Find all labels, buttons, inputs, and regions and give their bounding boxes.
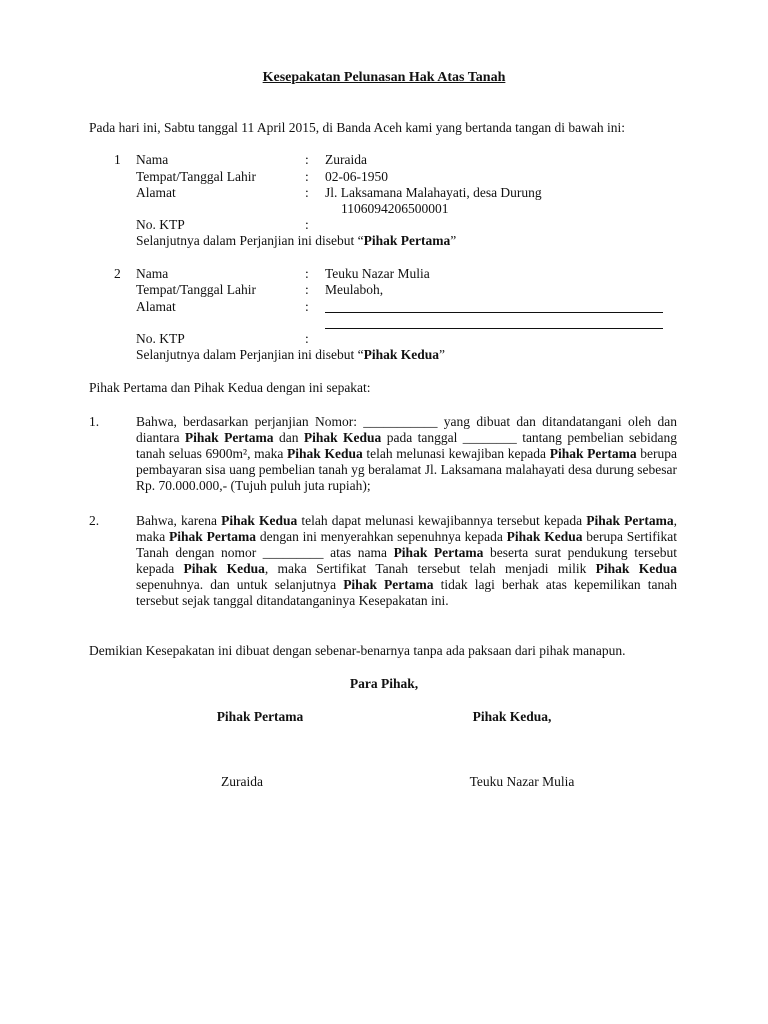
party1-nama-label: Nama bbox=[136, 152, 169, 167]
party1-nama-value: Zuraida bbox=[325, 152, 367, 167]
clause1-number: 1. bbox=[89, 414, 100, 429]
intro-text: Pada hari ini, Sabtu tanggal 11 April 2015, di Banda Aceh kami yang bertanda tangan di bawah ini: bbox=[89, 120, 625, 135]
party2-alamat-blank-line-2 bbox=[325, 328, 663, 329]
party2-ttl-value: Meulaboh, bbox=[325, 282, 384, 297]
sign-second-party-title: Pihak Kedua, bbox=[472, 709, 552, 724]
party1-ttl-colon: : bbox=[305, 169, 309, 184]
clause1-text: Bahwa, berdasarkan perjanjian Nomor: ___________ yang dibuat dan ditandatangani oleh dan diantara Pihak Pertama dan Pihak Kedua pada tanggal ________ tantang pembelian sebidang tanah seluas 6900m², maka Pihak Kedua telah melunasi kewajiban kepada Pihak Pertama berupa pembayaran sisa uang pembelian tanah yg beralamat Jl. Laksamana malahayati desa durung sebesar Rp. 70.000.000,- (Tujuh puluh juta rupiah); bbox=[136, 414, 677, 493]
sign-first-party-title: Pihak Pertama bbox=[216, 709, 304, 724]
party1-number: 1 bbox=[114, 152, 121, 167]
party2-alamat-blank-line-1 bbox=[325, 312, 663, 313]
agreement-intro: Pihak Pertama dan Pihak Kedua dengan ini sepakat: bbox=[89, 380, 371, 395]
sign-first-party-name: Zuraida bbox=[221, 774, 263, 789]
para-pihak-heading: Para Pihak, bbox=[349, 676, 419, 691]
party2-ttl-label: Tempat/Tanggal Lahir bbox=[136, 282, 256, 297]
document-title: Kesepakatan Pelunasan Hak Atas Tanah bbox=[262, 70, 506, 85]
clause2-text: Bahwa, karena Pihak Kedua telah dapat melunasi kewajibannya tersebut kepada Pihak Pertama, maka Pihak Pertama dengan ini menyerahkan sepenuhnya kepada Pihak Kedua berupa Sertifikat Tanah dengan nomor _________ atas nama Pihak Pertama beserta surat pendukung tersebut kepada Pihak Kedua, maka Sertifikat Tanah tersebut telah menjadi milik Pihak Kedua sepenuhnya. dan untuk selanjutnya Pihak Pertama tidak lagi berhak atas kepemilikan tanah tersebut sejak tanggal ditandatanganinya Kesepakatan ini. bbox=[136, 513, 677, 608]
party2-nama-value: Teuku Nazar Mulia bbox=[325, 266, 430, 281]
clause2-number: 2. bbox=[89, 513, 100, 528]
party2-ttl-colon: : bbox=[305, 282, 309, 297]
party1-alamat-colon: : bbox=[305, 185, 309, 200]
party2-ktp-label: No. KTP bbox=[136, 331, 185, 346]
party2-alamat-colon: : bbox=[305, 299, 309, 314]
party1-alamat-value: Jl. Laksamana Malahayati, desa Durung bbox=[325, 185, 542, 200]
party1-designation: Selanjutnya dalam Perjanjian ini disebut “Pihak Pertama” bbox=[136, 233, 457, 248]
party2-nama-label: Nama bbox=[136, 266, 169, 281]
party2-ktp-colon: : bbox=[305, 331, 309, 346]
party1-ktp-label: No. KTP bbox=[136, 217, 185, 232]
party1-alamat-line2: 1106094206500001 bbox=[341, 201, 449, 216]
party2-alamat-label: Alamat bbox=[136, 299, 176, 314]
party1-nama-colon: : bbox=[305, 152, 309, 167]
party1-alamat-label: Alamat bbox=[136, 185, 176, 200]
party1-ktp-colon: : bbox=[305, 217, 309, 232]
party1-ttl-label: Tempat/Tanggal Lahir bbox=[136, 169, 256, 184]
party2-designation: Selanjutnya dalam Perjanjian ini disebut “Pihak Kedua” bbox=[136, 347, 445, 362]
sign-second-party-name: Teuku Nazar Mulia bbox=[469, 774, 575, 789]
party2-nama-colon: : bbox=[305, 266, 309, 281]
party1-ttl-value: 02-06-1950 bbox=[325, 169, 388, 184]
closing-statement: Demikian Kesepakatan ini dibuat dengan sebenar-benarnya tanpa ada paksaan dari pihak manapun. bbox=[89, 643, 626, 658]
party2-number: 2 bbox=[114, 266, 121, 281]
